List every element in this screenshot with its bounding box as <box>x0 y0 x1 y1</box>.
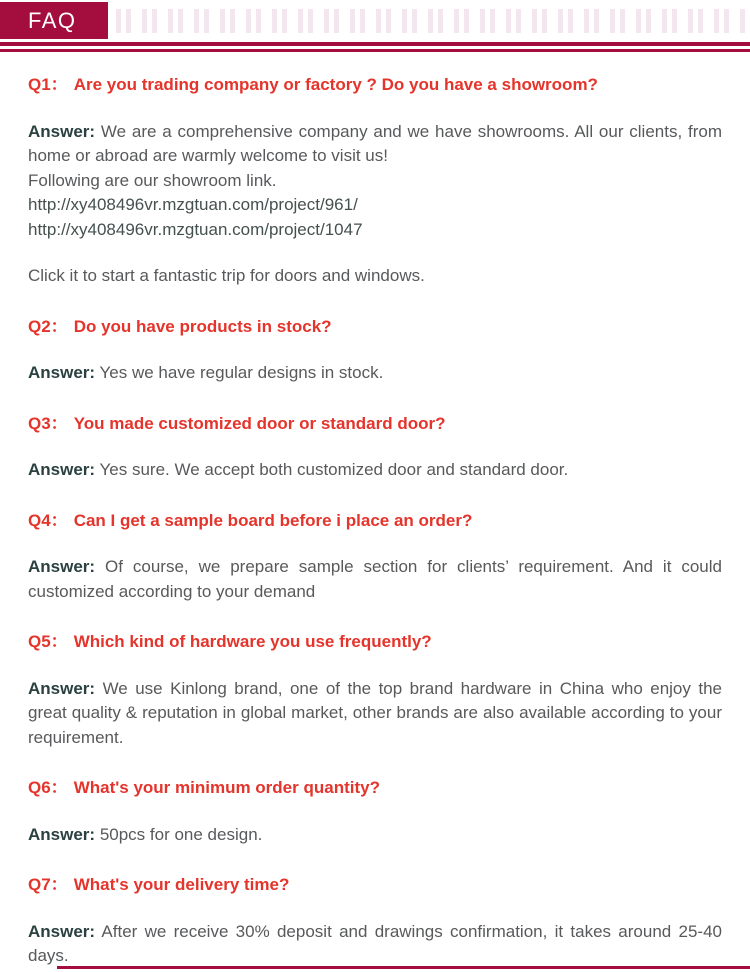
faq-section-q4 <box>28 509 722 605</box>
showroom-link-1[interactable]: http://xy408496vr.mzgtuan.com/project/961/ <box>28 195 358 214</box>
question-number: Q6： <box>28 778 68 797</box>
page-title: FAQ <box>28 8 77 33</box>
faq-section-q5 <box>28 630 722 750</box>
question-number: Q5： <box>28 632 68 651</box>
answer-label: Answer: <box>28 921 96 941</box>
answer-outro: Click it to start a fantastic trip for doors and windows. <box>28 266 425 285</box>
showroom-link-2[interactable]: http://xy408496vr.mzgtuan.com/project/1047 <box>28 219 363 239</box>
question-text: Do you have products in stock? <box>73 316 332 336</box>
question-heading <box>28 776 722 801</box>
answer-label: Answer: <box>28 460 96 479</box>
answer-paragraph <box>28 555 722 604</box>
faq-content <box>28 0 722 969</box>
answer-text: Of course, we prepare sample section for clients’ requirement. And it could customized according to your demand <box>28 557 722 601</box>
answer-text: After we receive 30% deposit and drawings confirmation, it takes around 25-40 days. <box>28 921 722 965</box>
answer-followup: Following are our showroom link. <box>28 170 277 190</box>
faq-section-q1 <box>28 73 722 289</box>
question-number: Q3： <box>28 413 68 433</box>
answer-paragraph <box>28 120 722 243</box>
question-text: You made customized door or standard door? <box>73 413 446 433</box>
question-heading <box>28 873 722 898</box>
question-text: Are you trading company or factory ? Do you have a showroom? <box>73 75 598 94</box>
question-number: Q2： <box>28 316 68 336</box>
question-text: What's your delivery time? <box>73 875 290 894</box>
question-text: Can I get a sample board before i place an order? <box>73 510 473 530</box>
question-heading <box>28 315 722 340</box>
question-text: What's your minimum order quantity? <box>73 778 380 797</box>
answer-text: 50pcs for one design. <box>99 824 263 844</box>
answer-paragraph <box>28 823 722 848</box>
answer-text: Yes sure. We accept both customized door and standard door. <box>99 460 569 479</box>
faq-section-q2 <box>28 315 722 386</box>
answer-label: Answer: <box>28 824 96 844</box>
question-heading <box>28 630 722 655</box>
answer-text: We are a comprehensive company and we have showrooms. All our clients, from home or abroad are warmly welcome to visit us! <box>28 121 722 165</box>
answer-paragraph <box>28 677 722 751</box>
answer-label: Answer: <box>28 363 96 382</box>
question-number: Q1： <box>28 75 68 94</box>
question-heading <box>28 73 722 98</box>
answer-paragraph <box>28 920 722 969</box>
answer-label: Answer: <box>28 121 96 141</box>
answer-text: Yes we have regular designs in stock. <box>99 363 384 382</box>
answer-text: We use Kinlong brand, one of the top brand hardware in China who enjoy the great quality & reputation in global market, other brands are also available according to your requirement. <box>28 678 722 747</box>
question-heading <box>28 412 722 437</box>
question-text: Which kind of hardware you use frequently? <box>73 632 432 651</box>
faq-section-q7 <box>28 873 722 969</box>
question-number: Q4： <box>28 510 68 530</box>
answer-paragraph <box>28 361 722 386</box>
faq-section-q3 <box>28 412 722 483</box>
answer-paragraph <box>28 458 722 483</box>
footer-divider <box>57 966 750 969</box>
question-heading <box>28 509 722 534</box>
faq-section-q6 <box>28 776 722 847</box>
question-number: Q7： <box>28 875 68 894</box>
answer-label: Answer: <box>28 678 96 698</box>
answer-label: Answer: <box>28 557 96 576</box>
